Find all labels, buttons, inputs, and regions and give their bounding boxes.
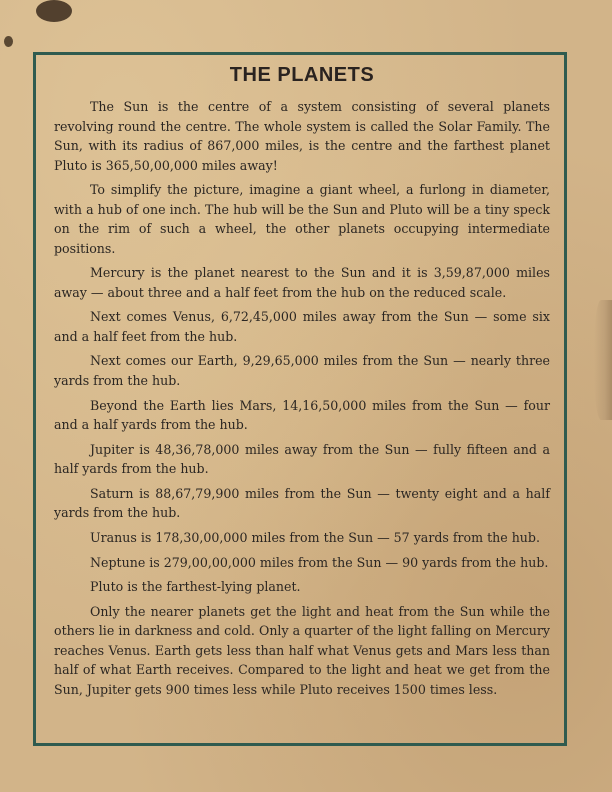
ink-spot bbox=[4, 36, 13, 47]
paragraph-solar-system-intro: The Sun is the centre of a system consisting of several planets revolving round the centre. The whole system is called the Solar Family. The Sun, with its radius of 867,000 miles, is the centre and the farthest planet Pluto is 365,50,00,000 miles away! bbox=[54, 99, 550, 173]
paragraph-jupiter: Jupiter is 48,36,78,000 miles away from the Sun — fully fifteen and a half yards from the hub. bbox=[54, 441, 550, 477]
paragraph-pluto: Pluto is the farthest-lying planet. bbox=[90, 579, 301, 595]
torn-edge bbox=[594, 300, 612, 420]
page-title: THE PLANETS bbox=[229, 64, 375, 86]
paragraph-mercury: Mercury is the planet nearest to the Sun and it is 3,59,87,000 miles away — about three and a half feet from the hub on the reduced scale. bbox=[54, 265, 550, 300]
ink-stain bbox=[36, 0, 72, 22]
page-content bbox=[54, 66, 550, 704]
paragraph-venus: Next comes Venus, 6,72,45,000 miles away from the Sun — some six and a half feet from the hub. bbox=[54, 309, 550, 344]
paragraph-light-and-heat: Only the nearer planets get the light and heat from the Sun while the others lie in darkness and cold. Only a quarter of the light falling on Mercury reaches Venus. Earth gets less than half what Venus gets and Mars less than half of what Earth receives. Compared to the light and heat we get from the Sun, Jupiter gets 900 times less while Pluto receives 1500 times less. bbox=[54, 604, 550, 697]
paragraph-saturn: Saturn is 88,67,79,900 miles from the Sun — twenty eight and a half yards from the hub. bbox=[54, 485, 550, 521]
paragraph-giant-wheel: To simplify the picture, imagine a giant wheel, a furlong in diameter, with a hub of one inch. The hub will be the Sun and Pluto will be a tiny speck on the rim of such a wheel, the other planets occupying intermediate positions. bbox=[54, 182, 550, 256]
paragraph-neptune: Neptune is 279,00,00,000 miles from the Sun — 90 yards from the hub. bbox=[90, 554, 549, 570]
paragraph-earth: Next comes our Earth, 9,29,65,000 miles from the Sun — nearly three yards from the hub. bbox=[54, 353, 550, 388]
paragraph-uranus: Uranus is 178,30,00,000 miles from the Sun — 57 yards from the hub. bbox=[90, 529, 540, 545]
paragraph-mars: Beyond the Earth lies Mars, 14,16,50,000 miles from the Sun — four and a half yards from the hub. bbox=[54, 397, 550, 432]
